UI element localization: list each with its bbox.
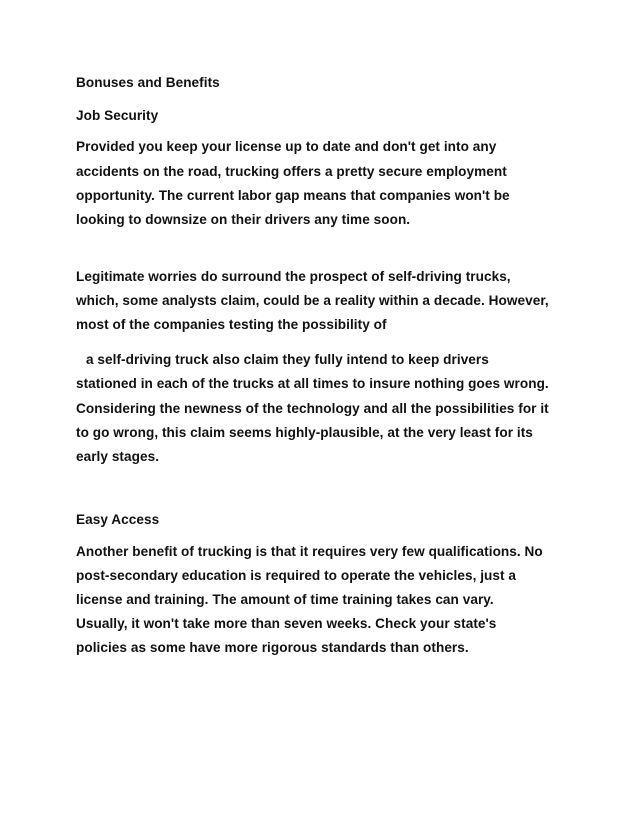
paragraph-line: license and training. The amount of time training takes can vary. [76,592,494,607]
paragraph-line: a self-driving truck also claim they fully intend to keep drivers [86,352,489,367]
paragraph-line: Usually, it won't take more than seven weeks. Check your state's [76,616,497,631]
paragraph-line: accidents on the road, trucking offers a pretty secure employment [76,164,507,179]
paragraph-line: Considering the newness of the technology and all the possibilities for it [76,401,549,416]
paragraph-line: Legitimate worries do surround the prospect of self-driving trucks, [76,269,511,284]
document-heading: Bonuses and Benefits [76,75,220,90]
paragraph-line: early stages. [76,449,160,464]
paragraph-line: opportunity. The current labor gap means that companies won't be [76,188,510,203]
job-security-heading: Job Security [76,108,159,123]
paragraph-line: stationed in each of the trucks at all times to insure nothing goes wrong. [76,376,549,391]
paragraph-line: looking to downsize on their drivers any time soon. [76,212,411,227]
paragraph-line: post-secondary education is required to operate the vehicles, just a [76,568,517,583]
paragraph-line: to go wrong, this claim seems highly-plausible, at the very least for its [76,425,533,440]
paragraph-line: policies as some have more rigorous standards than others. [76,640,469,655]
easy-access-heading: Easy Access [76,512,160,527]
paragraph-line: which, some analysts claim, could be a reality within a decade. However, [76,293,549,308]
paragraph-line: Another benefit of trucking is that it requires very few qualifications. No [76,544,543,559]
paragraph-line: most of the companies testing the possibility of [76,317,387,332]
paragraph-line: Provided you keep your license up to date and don't get into any [76,139,497,154]
